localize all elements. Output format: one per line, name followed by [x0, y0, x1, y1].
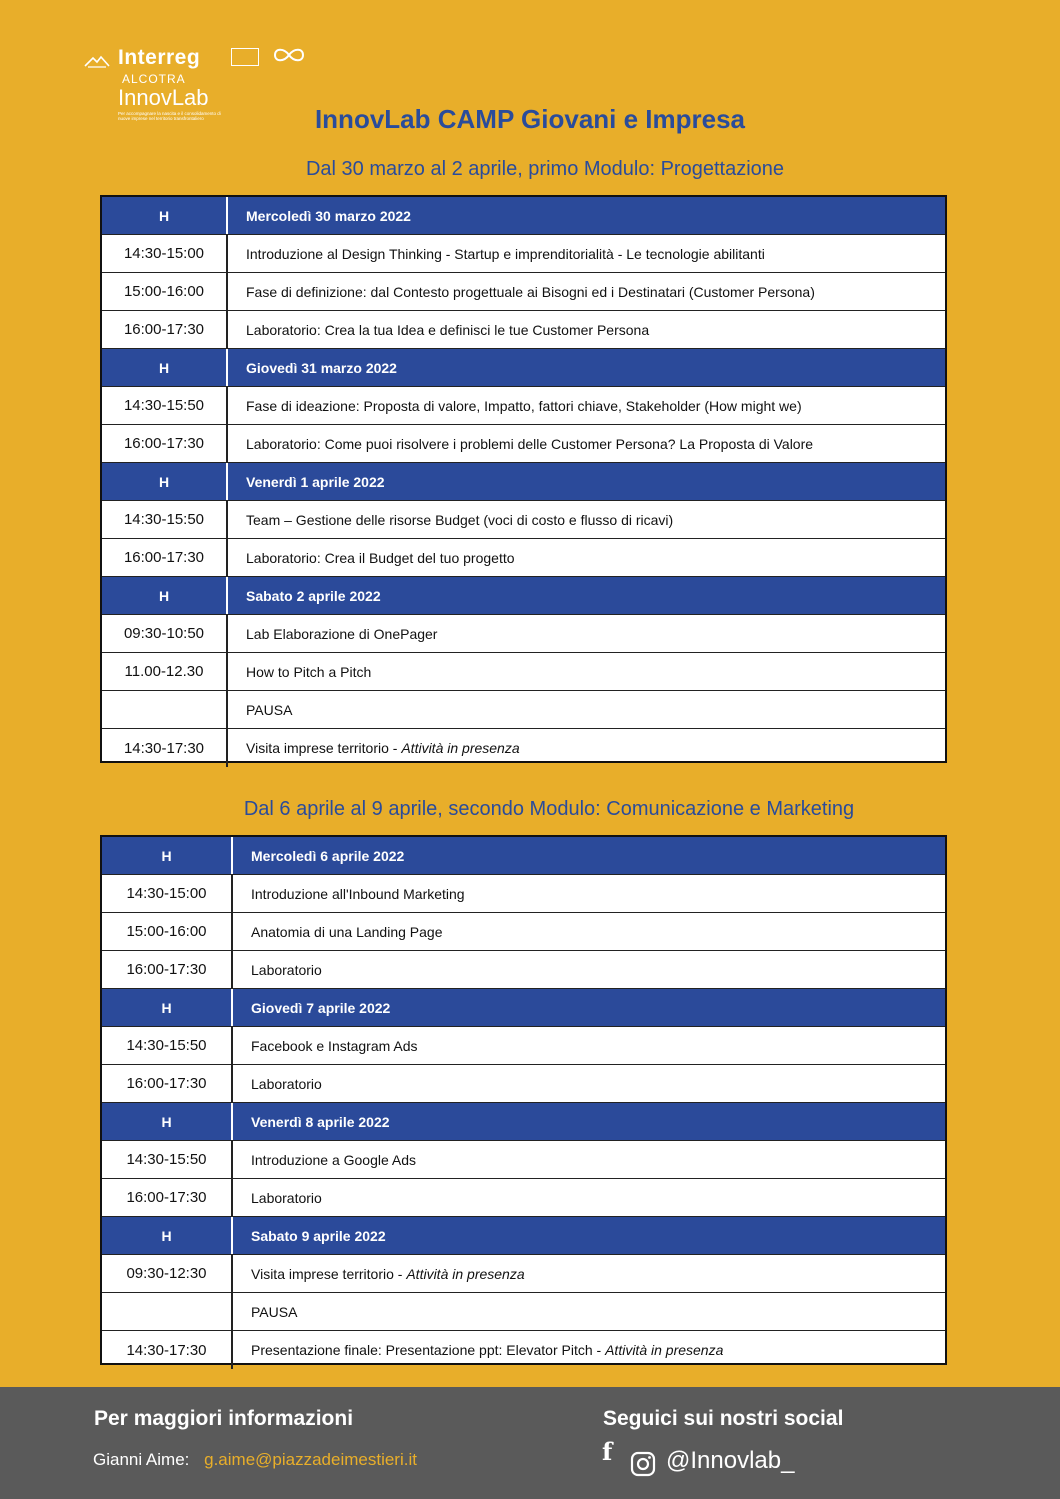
activity-cell	[228, 653, 945, 690]
activity-text: PAUSA	[246, 701, 293, 718]
activity-cell	[233, 1255, 945, 1292]
time-cell	[102, 1293, 233, 1330]
day-label: Venerdì 1 aprile 2022	[246, 473, 385, 490]
time-cell: 14:30-15:50	[102, 1141, 233, 1178]
hour-column-header: H	[102, 197, 228, 234]
activity-text: Introduzione a Google Ads	[251, 1151, 417, 1168]
module2-schedule-table	[100, 835, 947, 1365]
activity-text: Laboratorio: Crea il Budget del tuo progetto	[246, 549, 515, 566]
hour-column-header: H	[102, 837, 233, 874]
day-header-row	[102, 463, 945, 501]
activity-cell	[228, 539, 945, 576]
time-cell: 09:30-12:30	[102, 1255, 233, 1292]
time-cell: 14:30-17:30	[102, 1331, 233, 1369]
page-title: InnovLab CAMP Giovani e Impresa	[314, 104, 746, 134]
time-cell	[102, 691, 228, 728]
activity-cell	[233, 1027, 945, 1064]
activity-cell	[233, 951, 945, 988]
contact-email-link[interactable]: g.aime@piazzadeimestieri.it	[204, 1450, 417, 1469]
activity-text: Team – Gestione delle risorse Budget (voci di costo e flusso di ricavi)	[246, 511, 674, 528]
schedule-row	[102, 729, 945, 767]
day-header-row	[102, 989, 945, 1027]
time-cell: 16:00-17:30	[102, 1179, 233, 1216]
social-handle[interactable]: @Innovlab_	[666, 1447, 795, 1474]
eu-flag-icon	[231, 48, 259, 66]
instagram-icon[interactable]	[630, 1451, 656, 1477]
footer-social-title: Seguici sui nostri social	[603, 1407, 844, 1430]
activity-cell	[233, 1179, 945, 1216]
activity-text: Laboratorio: Come puoi risolvere i problemi delle Customer Persona? La Proposta di Valore	[246, 435, 814, 452]
activity-text: Presentazione finale: Presentazione ppt: Elevator Pitch -	[251, 1342, 606, 1358]
schedule-row	[102, 1065, 945, 1103]
module2-subtitle: Dal 6 aprile al 9 aprile, secondo Modulo: Comunicazione e Marketing	[243, 798, 855, 820]
day-label: Mercoledì 30 marzo 2022	[246, 207, 411, 224]
activity-cell	[228, 273, 945, 310]
footer-info-title: Per maggiori informazioni	[94, 1407, 354, 1430]
time-cell: 15:00-16:00	[102, 913, 233, 950]
schedule-row	[102, 1027, 945, 1065]
hour-column-header: H	[102, 1217, 233, 1254]
schedule-row	[102, 311, 945, 349]
day-header-row	[102, 349, 945, 387]
logo-tagline: Per accompagnare la nascita e il consolidamento di nuove imprese nel territorio transfrontaliero	[118, 111, 221, 121]
contact-name: Gianni Aime:	[93, 1450, 190, 1469]
activity-note: Attività in presenza	[401, 740, 520, 756]
activity-text: Visita imprese territorio -	[251, 1265, 407, 1282]
schedule-row	[102, 1331, 945, 1369]
footer	[0, 1387, 1060, 1499]
hour-column-header: H	[102, 989, 233, 1026]
module1-schedule-table	[100, 195, 947, 763]
schedule-row	[102, 273, 945, 311]
time-cell: 16:00-17:30	[102, 1065, 233, 1102]
time-cell: 16:00-17:30	[102, 311, 228, 348]
day-label: Giovedì 31 marzo 2022	[246, 359, 397, 376]
day-header-row	[102, 577, 945, 615]
schedule-row	[102, 387, 945, 425]
schedule-row	[102, 653, 945, 691]
time-cell: 14:30-15:00	[102, 875, 233, 912]
schedule-row	[102, 913, 945, 951]
time-cell: 15:00-16:00	[102, 273, 228, 310]
schedule-row	[102, 501, 945, 539]
time-cell: 11.00-12.30	[102, 653, 228, 690]
activity-cell	[228, 729, 945, 767]
time-cell: 16:00-17:30	[102, 951, 233, 988]
day-header-row	[102, 1103, 945, 1141]
schedule-row	[102, 539, 945, 577]
activity-cell	[228, 425, 945, 462]
activity-cell	[228, 501, 945, 538]
activity-cell	[228, 615, 945, 652]
time-cell: 14:30-15:00	[102, 235, 228, 272]
time-cell: 14:30-15:50	[102, 387, 228, 424]
activity-text: Fase di ideazione: Proposta di valore, Impatto, fattori chiave, Stakeholder (How might we)	[246, 397, 802, 414]
activity-cell	[233, 1293, 945, 1330]
activity-text: Fase di definizione: dal Contesto progettuale ai Bisogni ed i Destinatari (Customer Persona)	[246, 283, 815, 300]
activity-cell	[228, 235, 945, 272]
day-label: Sabato 9 aprile 2022	[251, 1227, 386, 1244]
activity-cell	[233, 1065, 945, 1102]
activity-text: Introduzione al Design Thinking - Startup e imprenditorialità - Le tecnologie abilitanti	[246, 245, 765, 262]
day-label: Sabato 2 aprile 2022	[246, 587, 381, 604]
time-cell: 14:30-15:50	[102, 501, 228, 538]
time-cell: 16:00-17:30	[102, 539, 228, 576]
activity-note: Attività in presenza	[605, 1342, 724, 1358]
schedule-row	[102, 691, 945, 729]
schedule-row	[102, 1255, 945, 1293]
mountain-icon	[84, 54, 110, 68]
time-cell: 16:00-17:30	[102, 425, 228, 462]
module1-subtitle: Dal 30 marzo al 2 aprile, primo Modulo: Progettazione	[305, 158, 785, 180]
activity-cell	[228, 387, 945, 424]
logo-project: InnovLab	[118, 85, 209, 110]
infinity-logo-icon	[272, 46, 306, 64]
hour-column-header: H	[102, 463, 228, 500]
schedule-row	[102, 1179, 945, 1217]
schedule-row	[102, 425, 945, 463]
activity-cell	[233, 1141, 945, 1178]
activity-text: Visita imprese territorio -	[246, 740, 402, 756]
activity-text: Introduzione all'Inbound Marketing	[251, 885, 465, 902]
schedule-row	[102, 1293, 945, 1331]
activity-text: How to Pitch a Pitch	[246, 663, 372, 680]
hour-column-header: H	[102, 349, 228, 386]
time-cell: 09:30-10:50	[102, 615, 228, 652]
activity-cell	[228, 691, 945, 728]
logo-brand: Interreg	[118, 46, 201, 69]
activity-text: Lab Elaborazione di OnePager	[246, 625, 438, 642]
activity-cell	[233, 875, 945, 912]
hour-column-header: H	[102, 1103, 233, 1140]
activity-note: Attività in presenza	[406, 1265, 525, 1282]
day-label: Venerdì 8 aprile 2022	[251, 1113, 390, 1130]
schedule-row	[102, 615, 945, 653]
footer-contact	[93, 1450, 417, 1470]
activity-cell	[233, 913, 945, 950]
schedule-row	[102, 235, 945, 273]
activity-text: Laboratorio	[251, 1189, 322, 1206]
day-label: Mercoledì 6 aprile 2022	[251, 847, 405, 864]
logo-program: ALCOTRA	[122, 72, 186, 86]
activity-text: PAUSA	[251, 1303, 298, 1320]
facebook-icon[interactable]: f	[602, 1437, 613, 1466]
time-cell: 14:30-17:30	[102, 729, 228, 767]
day-header-row	[102, 837, 945, 875]
activity-text: Laboratorio	[251, 1075, 322, 1092]
hour-column-header: H	[102, 577, 228, 614]
activity-text: Laboratorio	[251, 961, 322, 978]
activity-cell	[228, 311, 945, 348]
activity-text: Facebook e Instagram Ads	[251, 1037, 418, 1054]
schedule-row	[102, 951, 945, 989]
schedule-row	[102, 875, 945, 913]
schedule-row	[102, 1141, 945, 1179]
activity-cell	[233, 1331, 945, 1369]
activity-text: Laboratorio: Crea la tua Idea e definisci le tue Customer Persona	[246, 321, 650, 338]
day-header-row	[102, 197, 945, 235]
day-header-row	[102, 1217, 945, 1255]
day-label: Giovedì 7 aprile 2022	[251, 999, 391, 1016]
time-cell: 14:30-15:50	[102, 1027, 233, 1064]
activity-text: Anatomia di una Landing Page	[251, 923, 443, 940]
